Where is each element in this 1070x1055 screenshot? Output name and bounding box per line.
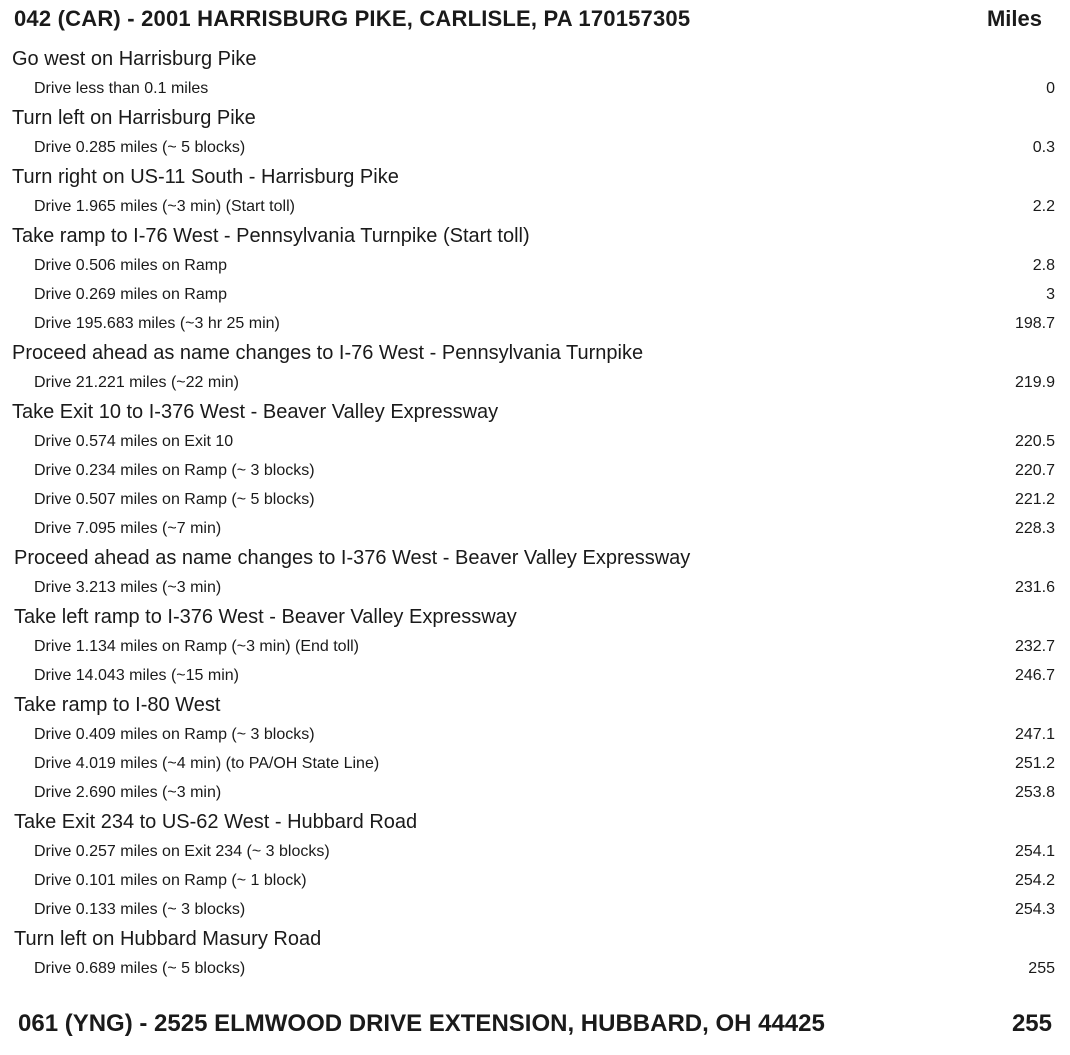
- drive-row: [0, 133, 1070, 162]
- cumulative-miles: 2.8: [1032, 257, 1055, 274]
- destination-footer: [18, 1010, 1058, 1046]
- drive-row: [0, 456, 1070, 485]
- total-miles: 255: [1011, 1010, 1052, 1037]
- cumulative-miles: 220.5: [1014, 433, 1055, 450]
- cumulative-miles: 246.7: [1014, 667, 1055, 684]
- step-title: Take ramp to I-80 West: [14, 694, 221, 716]
- drive-row: [0, 954, 1070, 983]
- drive-description: Drive 0.689 miles (~ 5 blocks): [34, 960, 246, 977]
- step-title: Go west on Harrisburg Pike: [12, 48, 257, 70]
- drive-row: [0, 192, 1070, 221]
- drive-row: [0, 280, 1070, 309]
- drive-description: Drive 0.234 miles on Ramp (~ 3 blocks): [34, 462, 315, 479]
- cumulative-miles: 255: [1028, 960, 1055, 977]
- cumulative-miles: 220.7: [1014, 462, 1055, 479]
- step-title: Take Exit 234 to US-62 West - Hubbard Road: [14, 811, 418, 833]
- drive-row: [0, 749, 1070, 778]
- drive-row: [0, 251, 1070, 280]
- step-title: Proceed ahead as name changes to I-76 West - Pennsylvania Turnpike: [12, 342, 644, 364]
- cumulative-miles: 254.3: [1014, 901, 1055, 918]
- drive-description: Drive 0.101 miles on Ramp (~ 1 block): [34, 872, 307, 889]
- drive-description: Drive less than 0.1 miles: [34, 80, 209, 97]
- drive-description: Drive 4.019 miles (~4 min) (to PA/OH State Line): [34, 755, 380, 772]
- cumulative-miles: 0: [1046, 80, 1055, 97]
- step-title: Turn right on US-11 South - Harrisburg Pike: [12, 166, 399, 188]
- drive-description: Drive 0.507 miles on Ramp (~ 5 blocks): [34, 491, 315, 508]
- drive-row: [0, 778, 1070, 807]
- drive-row: [0, 661, 1070, 690]
- drive-row: [0, 485, 1070, 514]
- drive-description: Drive 0.409 miles on Ramp (~ 3 blocks): [34, 726, 315, 743]
- drive-row: [0, 720, 1070, 749]
- destination-address: 061 (YNG) - 2525 ELMWOOD DRIVE EXTENSION, HUBBARD, OH 44425: [18, 1010, 825, 1037]
- drive-row: [0, 866, 1070, 895]
- route-steps: [0, 44, 1070, 983]
- drive-description: Drive 1.965 miles (~3 min) (Start toll): [34, 198, 295, 215]
- drive-description: Drive 0.269 miles on Ramp: [34, 286, 227, 303]
- drive-row: [0, 632, 1070, 661]
- drive-row: [0, 74, 1070, 103]
- step-title: Proceed ahead as name changes to I-376 West - Beaver Valley Expressway: [14, 547, 691, 569]
- cumulative-miles: 3: [1046, 286, 1055, 303]
- cumulative-miles: 254.2: [1014, 872, 1055, 889]
- drive-description: Drive 14.043 miles (~15 min): [34, 667, 239, 684]
- cumulative-miles: 253.8: [1014, 784, 1055, 801]
- cumulative-miles: 232.7: [1014, 638, 1055, 655]
- cumulative-miles: 219.9: [1014, 374, 1055, 391]
- cumulative-miles: 247.1: [1014, 726, 1055, 743]
- drive-row: [0, 427, 1070, 456]
- drive-description: Drive 0.574 miles on Exit 10: [34, 433, 234, 450]
- drive-row: [0, 837, 1070, 866]
- drive-row: [0, 573, 1070, 602]
- drive-description: Drive 2.690 miles (~3 min): [34, 784, 222, 801]
- cumulative-miles: 254.1: [1014, 843, 1055, 860]
- drive-row: [0, 309, 1070, 338]
- cumulative-miles: 221.2: [1014, 491, 1055, 508]
- drive-description: Drive 0.133 miles (~ 3 blocks): [34, 901, 246, 918]
- cumulative-miles: 251.2: [1014, 755, 1055, 772]
- cumulative-miles: 0.3: [1032, 139, 1055, 156]
- cumulative-miles: 2.2: [1032, 198, 1055, 215]
- step-title: Turn left on Hubbard Masury Road: [14, 928, 322, 950]
- drive-row: [0, 368, 1070, 397]
- drive-description: Drive 0.285 miles (~ 5 blocks): [34, 139, 246, 156]
- step-title: Turn left on Harrisburg Pike: [12, 107, 256, 129]
- step-title: Take ramp to I-76 West - Pennsylvania Turnpike (Start toll): [12, 225, 530, 247]
- drive-description: Drive 195.683 miles (~3 hr 25 min): [34, 315, 280, 332]
- cumulative-miles: 198.7: [1014, 315, 1055, 332]
- origin-header: [14, 6, 1054, 38]
- drive-description: Drive 0.257 miles on Exit 234 (~ 3 blocks): [34, 843, 330, 860]
- drive-description: Drive 0.506 miles on Ramp: [34, 257, 227, 274]
- drive-description: Drive 1.134 miles on Ramp (~3 min) (End toll): [34, 638, 360, 655]
- drive-description: Drive 21.221 miles (~22 min): [34, 374, 239, 391]
- step-title: Take left ramp to I-376 West - Beaver Valley Expressway: [14, 606, 517, 628]
- drive-description: Drive 7.095 miles (~7 min): [34, 520, 222, 537]
- cumulative-miles: 228.3: [1014, 520, 1055, 537]
- drive-row: [0, 895, 1070, 924]
- drive-description: Drive 3.213 miles (~3 min): [34, 579, 222, 596]
- origin-address: 042 (CAR) - 2001 HARRISBURG PIKE, CARLISLE, PA 170157305: [14, 6, 691, 31]
- cumulative-miles: 231.6: [1014, 579, 1055, 596]
- miles-column-header: Miles: [986, 6, 1042, 31]
- drive-row: [0, 514, 1070, 543]
- step-title: Take Exit 10 to I-376 West - Beaver Valley Expressway: [12, 401, 499, 423]
